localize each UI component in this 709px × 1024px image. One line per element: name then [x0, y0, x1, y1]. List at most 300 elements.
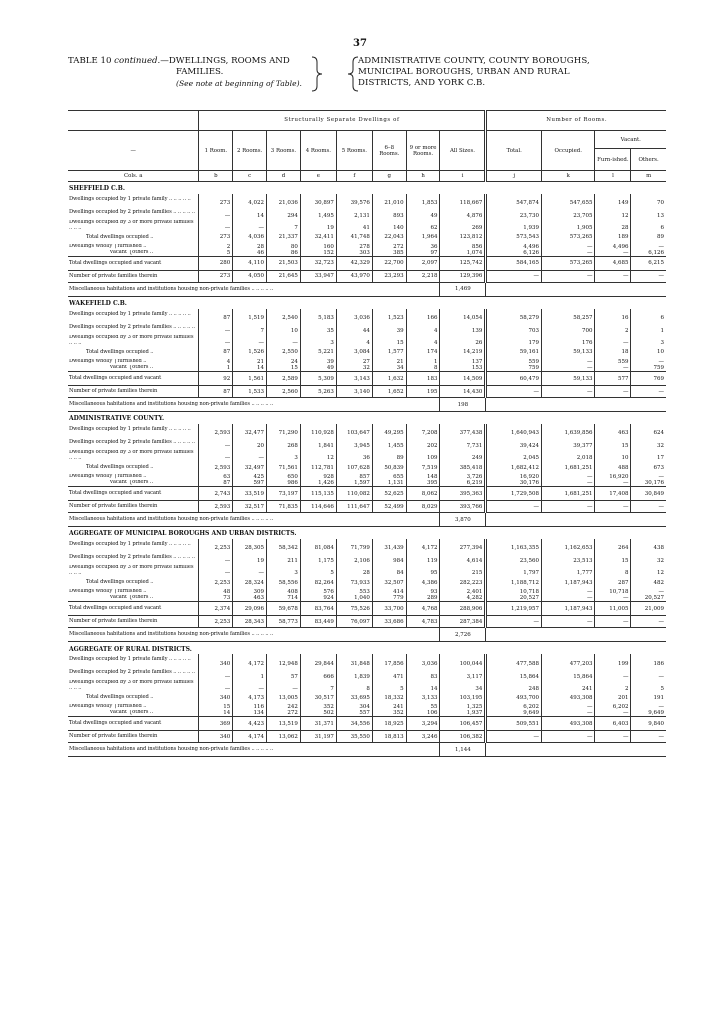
col-letter-c: c — [233, 171, 267, 182]
table-cell: 477,203 — [542, 654, 595, 667]
table-cell: 112,781 — [300, 462, 336, 474]
row-label: Dwellings wholly ⎧furnished .. — [69, 473, 147, 479]
table-cell: 14 — [233, 207, 267, 220]
table-title-right — [358, 56, 668, 89]
table-row-oth — [68, 365, 666, 372]
table-row-occ — [68, 232, 666, 244]
table-row-tot — [68, 372, 666, 386]
table-cell: 28,305 — [233, 539, 267, 552]
misc-value: 1,469 — [440, 283, 486, 297]
row-label: vacant ⎩others .. — [110, 364, 153, 371]
table-cell: — — [595, 731, 631, 743]
table-cell: 1 — [631, 322, 666, 335]
table-cell: 14,430 — [440, 386, 486, 398]
table-cell: 352 — [300, 704, 336, 710]
table-cell: 1,163,355 — [486, 539, 542, 552]
table-cell: — — [486, 501, 542, 513]
table-cell: 5 — [300, 565, 336, 577]
table-cell: 36 — [336, 450, 372, 462]
table-cell: 15 — [595, 552, 631, 565]
table-row-occ — [68, 347, 666, 359]
header-stub-dash: — — [130, 147, 136, 154]
table-cell: 166 — [406, 309, 440, 322]
table-cell: 49 — [406, 207, 440, 220]
section-title: AGGREGATE OF MUNICIPAL BOROUGHS AND URBAN DISTRICTS. — [69, 530, 297, 538]
table-cell: 303 — [336, 250, 372, 257]
table-cell: 186 — [631, 654, 666, 667]
table-cell: 39 — [300, 359, 336, 365]
table-cell: 95 — [406, 565, 440, 577]
table-cell: 1,777 — [542, 565, 595, 577]
table-cell: 109 — [406, 450, 440, 462]
table-cell: 23,560 — [486, 552, 542, 565]
table-cell: 33,686 — [372, 616, 406, 628]
table-cell: 28,324 — [233, 577, 267, 589]
table-cell: 80 — [267, 244, 301, 250]
row-label: Dwellings occupied by 2 private families .. .. .. .. .. — [69, 669, 195, 676]
col-letter-b: b — [199, 171, 233, 182]
table-cell: 6,126 — [631, 250, 666, 257]
misc-blank — [486, 743, 666, 757]
table-cell: 3,726 — [440, 474, 486, 480]
table-cell: 1,533 — [233, 386, 267, 398]
table-cell: — — [595, 386, 631, 398]
table-cell: 140 — [372, 220, 406, 232]
table-cell: 59,678 — [267, 602, 301, 616]
section-heading-row — [68, 182, 666, 194]
table-cell: 16 — [595, 309, 631, 322]
table-cell: 395 — [406, 480, 440, 487]
misc-blank — [486, 398, 666, 412]
table-cell: 89 — [631, 232, 666, 244]
table-cell: 15,864 — [486, 667, 542, 680]
table-cell: 18,332 — [372, 692, 406, 704]
table-cell: 463 — [595, 424, 631, 437]
col-letter-f: f — [336, 171, 372, 182]
header-col-9-plus-rooms: 9 or more Rooms. — [406, 131, 440, 171]
table-cell: — — [199, 552, 233, 565]
table-cell: 395,363 — [440, 487, 486, 501]
table-cell: 4,036 — [233, 232, 267, 244]
table-cell: 1,426 — [300, 480, 336, 487]
table-cell: — — [542, 359, 595, 365]
row-label: Dwellings wholly ⎧furnished .. — [69, 358, 147, 364]
table-cell: 32,497 — [233, 462, 267, 474]
table-cell: 6 — [631, 309, 666, 322]
table-cell: 4,496 — [486, 244, 542, 250]
table-cell: 23,293 — [372, 271, 406, 283]
title-note: (See note at beginning of Table). — [176, 79, 302, 88]
table-cell: 264 — [595, 539, 631, 552]
table-cell: 984 — [372, 552, 406, 565]
row-label: Dwellings occupied by 3 or more private families .. .. .. — [69, 219, 194, 231]
table-cell: 28,343 — [233, 616, 267, 628]
table-cell: 3,036 — [406, 654, 440, 667]
row-label: Dwellings occupied by 3 or more private families .. .. .. — [69, 449, 194, 461]
table-cell: 4,768 — [406, 602, 440, 616]
row-label: Number of private families therein — [68, 386, 199, 398]
table-cell: 7 — [233, 322, 267, 335]
table-cell: — — [199, 437, 233, 450]
table-cell: 36 — [406, 244, 440, 250]
table-cell: — — [631, 359, 666, 365]
table-cell: 202 — [406, 437, 440, 450]
table-body — [68, 111, 666, 757]
table-row-r1 — [68, 539, 666, 552]
table-cell: 4,685 — [595, 257, 631, 271]
table-cell: 893 — [372, 207, 406, 220]
table-cell: 4,050 — [233, 271, 267, 283]
table-cell: 59,133 — [542, 372, 595, 386]
table-cell: 385,418 — [440, 462, 486, 474]
table-cell: 1 — [199, 365, 233, 372]
table-cell: 42,329 — [336, 257, 372, 271]
table-cell: 32,411 — [300, 232, 336, 244]
table-cell: 1,729,508 — [486, 487, 542, 501]
section-heading-row — [68, 297, 666, 309]
table-cell: 33,700 — [372, 602, 406, 616]
table-cell: 1,325 — [440, 704, 486, 710]
table-cell: 5 — [372, 680, 406, 692]
header-col-vacant — [595, 131, 666, 171]
table-cell: 24 — [267, 359, 301, 365]
table-cell: — — [233, 220, 267, 232]
table-cell: 273 — [199, 194, 233, 207]
table-cell: 20,527 — [486, 595, 542, 602]
table-cell: — — [199, 680, 233, 692]
misc-blank — [486, 628, 666, 642]
table-cell: 22,043 — [372, 232, 406, 244]
table-row-r1 — [68, 424, 666, 437]
table-cell: — — [542, 501, 595, 513]
col-letter-h: h — [406, 171, 440, 182]
table-cell: — — [486, 386, 542, 398]
table-row-np — [68, 731, 666, 743]
table-row-misc — [68, 283, 666, 297]
col-letter-j: j — [486, 171, 542, 182]
table-cell: 129,396 — [440, 271, 486, 283]
table-cell: 189 — [595, 232, 631, 244]
table-cell: 137 — [440, 359, 486, 365]
table-cell: 4 — [199, 359, 233, 365]
col-letter-m: m — [631, 171, 666, 182]
table-row-np — [68, 501, 666, 513]
header-row-groups — [68, 111, 666, 131]
table-cell: 2,253 — [199, 539, 233, 552]
table-cell: 2,743 — [199, 487, 233, 501]
table-cell: 28 — [336, 565, 372, 577]
table-cell: 115,135 — [300, 487, 336, 501]
table-cell: 46 — [233, 250, 267, 257]
table-cell: 493,700 — [486, 692, 542, 704]
table-cell: 1,187,943 — [542, 602, 595, 616]
section-title: SHEFFIELD C.B. — [69, 185, 125, 193]
misc-label: Miscellaneous habitations and institutions housing non-private families .. .. .. .. .. — [68, 283, 440, 297]
table-cell: 32 — [336, 365, 372, 372]
table-cell: 87 — [199, 386, 233, 398]
table-cell: 3 — [631, 335, 666, 347]
row-label: Dwellings occupied by 1 private family .. .. .. .. .. — [69, 541, 191, 548]
table-cell: — — [486, 731, 542, 743]
table-cell: 547,874 — [486, 194, 542, 207]
table-cell: 673 — [631, 462, 666, 474]
table-cell: — — [631, 271, 666, 283]
table-cell: 2,097 — [406, 257, 440, 271]
table-cell: 23,730 — [486, 207, 542, 220]
table-cell: 10 — [595, 450, 631, 462]
table-cell: 14,509 — [440, 372, 486, 386]
col-letter-l: l — [595, 171, 631, 182]
table-cell: 7 — [267, 220, 301, 232]
table-cell: 34 — [372, 365, 406, 372]
table-cell: 16,920 — [595, 474, 631, 480]
table-cell: 769 — [631, 372, 666, 386]
table-cell: 4,496 — [595, 244, 631, 250]
table-cell: 4,173 — [233, 692, 267, 704]
table-cell: 1,681,251 — [542, 462, 595, 474]
header-col-6-8-rooms: 6–8 Rooms. — [372, 131, 406, 171]
table-cell: 87 — [199, 347, 233, 359]
table-cell: 1,681,251 — [542, 487, 595, 501]
table-cell: — — [542, 386, 595, 398]
table-cell: 4,783 — [406, 616, 440, 628]
table-cell: 39 — [372, 322, 406, 335]
title-right-line-3: DISTRICTS, AND YORK C.B. — [358, 78, 486, 88]
misc-label: Miscellaneous habitations and institutions housing non-private families .. .. .. .. .. — [68, 513, 440, 527]
table-cell: 21,337 — [267, 232, 301, 244]
table-cell: 759 — [631, 365, 666, 372]
table-cell: 2 — [595, 680, 631, 692]
row-label: vacant ⎩others .. — [110, 595, 153, 601]
table-cell: 10 — [267, 322, 301, 335]
table-cell: 1 — [233, 667, 267, 680]
table-cell: 304 — [336, 704, 372, 710]
row-label: Total dwellings occupied and vacant — [68, 257, 199, 271]
table-cell: 241 — [372, 704, 406, 710]
table-cell: 58,773 — [267, 616, 301, 628]
table-cell: 340 — [199, 692, 233, 704]
table-cell: 92 — [199, 372, 233, 386]
table-cell: 8 — [595, 565, 631, 577]
table-cell: 106 — [406, 710, 440, 717]
table-cell: 2 — [595, 322, 631, 335]
page-number: 37 — [353, 38, 367, 49]
title-line-1: —DWELLINGS, ROOMS AND — [160, 56, 290, 66]
table-cell: 30,176 — [631, 480, 666, 487]
table-cell: 39,576 — [336, 194, 372, 207]
table-cell: 577 — [595, 372, 631, 386]
table-cell: 39,377 — [542, 437, 595, 450]
row-label: Dwellings occupied by 1 private family .. .. .. .. .. — [69, 311, 191, 318]
table-cell: 60,479 — [486, 372, 542, 386]
table-cell: 759 — [486, 365, 542, 372]
misc-value: 2,726 — [440, 628, 486, 642]
row-label: Total dwellings occupied .. — [86, 348, 154, 355]
table-cell: 272 — [372, 244, 406, 250]
table-cell: 21,503 — [267, 257, 301, 271]
table-cell: 1,632 — [372, 372, 406, 386]
table-cell: 278 — [336, 244, 372, 250]
table-cell: 287 — [595, 577, 631, 589]
table-cell: 4,876 — [440, 207, 486, 220]
table-cell: 83,764 — [300, 602, 336, 616]
table-cell: 857 — [336, 474, 372, 480]
table-cell: 119 — [406, 552, 440, 565]
table-cell: 1,652 — [372, 386, 406, 398]
header-col-furnished: Furn-ished. — [597, 156, 629, 163]
table-cell: 44 — [336, 322, 372, 335]
header-col-all-sizes: All Sizes. — [440, 131, 486, 171]
table-cell: 2,131 — [336, 207, 372, 220]
row-label: Total dwellings occupied and vacant — [68, 372, 199, 386]
table-cell: 73 — [199, 595, 233, 602]
table-cell: 8 — [406, 365, 440, 372]
row-label: Dwellings occupied by 3 or more private families .. .. .. — [69, 564, 194, 576]
table-cell: 7,519 — [406, 462, 440, 474]
table-cell: 33,695 — [336, 692, 372, 704]
table-row-tot — [68, 487, 666, 501]
table-cell: — — [199, 207, 233, 220]
row-label: Number of private families therein — [68, 501, 199, 513]
table-cell: 191 — [631, 692, 666, 704]
row-label: Dwellings occupied by 3 or more private families .. .. .. — [69, 679, 194, 691]
table-cell: 106,382 — [440, 731, 486, 743]
table-cell: 1 — [406, 359, 440, 365]
table-cell: 1,639,856 — [542, 424, 595, 437]
table-cell: 110,928 — [300, 424, 336, 437]
table-cell: 7 — [300, 680, 336, 692]
table-cell: 41,748 — [336, 232, 372, 244]
table-cell: 8,062 — [406, 487, 440, 501]
table-row-misc — [68, 398, 666, 412]
table-cell: 22,700 — [372, 257, 406, 271]
table-row-oth — [68, 710, 666, 717]
table-cell: 15 — [372, 335, 406, 347]
table-cell: — — [595, 710, 631, 717]
table-cell: 71,561 — [267, 462, 301, 474]
table-cell: 3,140 — [336, 386, 372, 398]
table-cell: — — [631, 244, 666, 250]
table-cell: 71,835 — [267, 501, 301, 513]
table-cell: 559 — [595, 359, 631, 365]
table-cell: 106,457 — [440, 717, 486, 731]
table-cell: 134 — [233, 710, 267, 717]
row-label: Total dwellings occupied .. — [86, 463, 154, 470]
table-cell: 32,477 — [233, 424, 267, 437]
continued-label: continued. — [114, 56, 161, 66]
table-cell: — — [631, 386, 666, 398]
table-row-occ — [68, 577, 666, 589]
table-cell: 31,439 — [372, 539, 406, 552]
table-cell: — — [631, 616, 666, 628]
table-cell: 4,110 — [233, 257, 267, 271]
table-cell: — — [542, 595, 595, 602]
table-cell: 10,718 — [486, 589, 542, 595]
table-cell: 3,143 — [336, 372, 372, 386]
table-cell: 17 — [631, 450, 666, 462]
row-label: Dwellings occupied by 2 private families .. .. .. .. .. — [69, 324, 195, 331]
table-cell: 84 — [372, 565, 406, 577]
table-cell: 16,920 — [486, 474, 542, 480]
table-cell: 597 — [233, 480, 267, 487]
table-cell: 9,649 — [631, 710, 666, 717]
table-cell: 4 — [406, 335, 440, 347]
table-cell: 18,813 — [372, 731, 406, 743]
table-cell: 5 — [199, 250, 233, 257]
table-cell: — — [542, 250, 595, 257]
table-row-oth — [68, 480, 666, 487]
table-cell: 83,449 — [300, 616, 336, 628]
table-cell: 547,655 — [542, 194, 595, 207]
table-row-r2 — [68, 207, 666, 220]
table-cell: 15 — [595, 437, 631, 450]
table-cell: 471 — [372, 667, 406, 680]
section-title: ADMINISTRATIVE COUNTY. — [69, 415, 165, 423]
table-cell: 2,560 — [267, 386, 301, 398]
row-label: Number of private families therein — [68, 731, 199, 743]
table-cell: 779 — [372, 595, 406, 602]
row-label: Dwellings occupied by 1 private family .. .. .. .. .. — [69, 656, 191, 663]
table-cell: 20 — [233, 437, 267, 450]
table-cell: 986 — [267, 480, 301, 487]
header-row-columns — [68, 131, 666, 171]
table-cell: — — [199, 565, 233, 577]
table-cell: 32,517 — [233, 501, 267, 513]
table-cell: 201 — [595, 692, 631, 704]
table-cell: 2 — [199, 244, 233, 250]
table-cell: 179 — [486, 335, 542, 347]
table-cell: 482 — [631, 577, 666, 589]
title-right-line-2: MUNICIPAL BOROUGHS, URBAN AND RURAL — [358, 67, 570, 77]
table-cell: 493,308 — [542, 692, 595, 704]
section-heading-row — [68, 412, 666, 424]
table-cell: 11,005 — [595, 602, 631, 616]
misc-value: 198 — [440, 398, 486, 412]
table-cell: — — [595, 250, 631, 257]
table-cell: 87 — [199, 309, 233, 322]
table-cell: 71,799 — [336, 539, 372, 552]
table-cell: 73,197 — [267, 487, 301, 501]
table-cell: 1,526 — [233, 347, 267, 359]
table-cell: 650 — [267, 474, 301, 480]
table-row-r1 — [68, 309, 666, 322]
table-cell: 153 — [440, 365, 486, 372]
table-cell: 1,841 — [300, 437, 336, 450]
table-cell: 114,646 — [300, 501, 336, 513]
table-cell: — — [542, 616, 595, 628]
row-label: Dwellings occupied by 3 or more private families .. .. .. — [69, 334, 194, 346]
title-right-line-1: ADMINISTRATIVE COUNTY, COUNTY BOROUGHS, — [358, 56, 590, 66]
header-col-occupied: Occupied. — [542, 131, 595, 171]
table-cell: 100,044 — [440, 654, 486, 667]
table-cell: — — [595, 616, 631, 628]
misc-value: 1,144 — [440, 743, 486, 757]
title-line-2: FAMILIES. — [176, 67, 224, 77]
table-cell: 624 — [631, 424, 666, 437]
table-cell: 4,614 — [440, 552, 486, 565]
table-row-tot — [68, 602, 666, 616]
table-row-r2 — [68, 667, 666, 680]
table-cell: 3 — [300, 335, 336, 347]
table-cell: 14 — [406, 680, 440, 692]
table-cell: 5,221 — [300, 347, 336, 359]
table-cell: 58,257 — [542, 309, 595, 322]
table-cell: 52,625 — [372, 487, 406, 501]
table-cell: 149 — [595, 194, 631, 207]
table-cell: 1,219,957 — [486, 602, 542, 616]
table-cell: 385 — [372, 250, 406, 257]
table-cell: 57 — [267, 667, 301, 680]
